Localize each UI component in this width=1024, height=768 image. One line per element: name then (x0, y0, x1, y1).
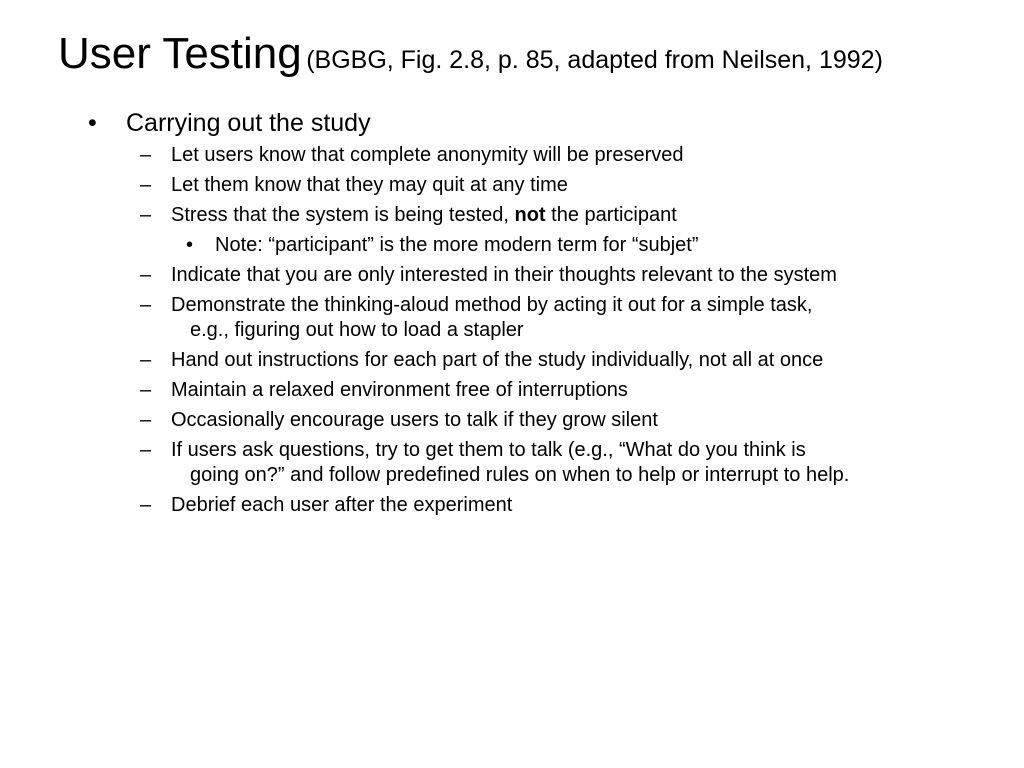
item-text: Occasionally encourage users to talk if they grow silent (171, 409, 658, 431)
item-text-line2: e.g., figuring out how to load a stapler (190, 319, 524, 341)
item-text: Hand out instructions for each part of the study individually, not all at once (171, 349, 824, 371)
item-text: Indicate that you are only interested in their thoughts relevant to the system (171, 264, 837, 286)
dash-icon: – (140, 494, 152, 516)
item-text (171, 203, 1010, 228)
list-item (140, 263, 1010, 288)
item-text-after: the participant (545, 204, 677, 226)
list-item (140, 408, 1010, 433)
main-bullet-text: Carrying out the study (126, 109, 371, 137)
item-text-line1: Demonstrate the thinking-aloud method by acting it out for a simple task, (171, 294, 813, 316)
item-text-line2: going on?” and follow predefined rules on when to help or interrupt to help. (190, 464, 850, 486)
dash-icon: – (140, 349, 152, 371)
item-emphasis: not (514, 204, 546, 226)
list-item (140, 378, 1010, 403)
item-text-line1: If users ask questions, try to get them to talk (e.g., “What do you think is (171, 439, 806, 461)
list-item (140, 438, 1010, 488)
item-text: Let users know that complete anonymity will be preserved (171, 144, 684, 166)
dash-icon: – (140, 144, 152, 166)
dash-icon: – (140, 204, 152, 226)
bullet-icon: • (88, 109, 97, 137)
list-item (140, 143, 1010, 168)
sub-bullet-list (140, 143, 1010, 523)
title-reference: (BGBG, Fig. 2.8, p. 85, adapted from Neilsen, 1992) (306, 46, 883, 74)
slide-title (58, 29, 883, 78)
list-item (140, 493, 1010, 518)
note-text: Note: “participant” is the more modern term for “subjet” (215, 234, 699, 256)
list-item (140, 348, 1010, 373)
list-item (140, 293, 1010, 343)
note-item (140, 233, 1010, 258)
dash-icon: – (140, 264, 152, 286)
list-item (140, 173, 1010, 198)
dash-icon: – (140, 294, 152, 316)
list-item (140, 203, 1010, 228)
title-main: User Testing (58, 29, 302, 78)
dash-icon: – (140, 379, 152, 401)
item-text-before: Stress that the system is being tested, (171, 204, 515, 226)
item-text: Maintain a relaxed environment free of interruptions (171, 379, 628, 401)
dash-icon: – (140, 439, 152, 461)
dash-icon: – (140, 174, 152, 196)
bullet-icon: • (186, 234, 194, 256)
item-text: Debrief each user after the experiment (171, 494, 513, 516)
dash-icon: – (140, 409, 152, 431)
item-text: Let them know that they may quit at any time (171, 174, 568, 196)
